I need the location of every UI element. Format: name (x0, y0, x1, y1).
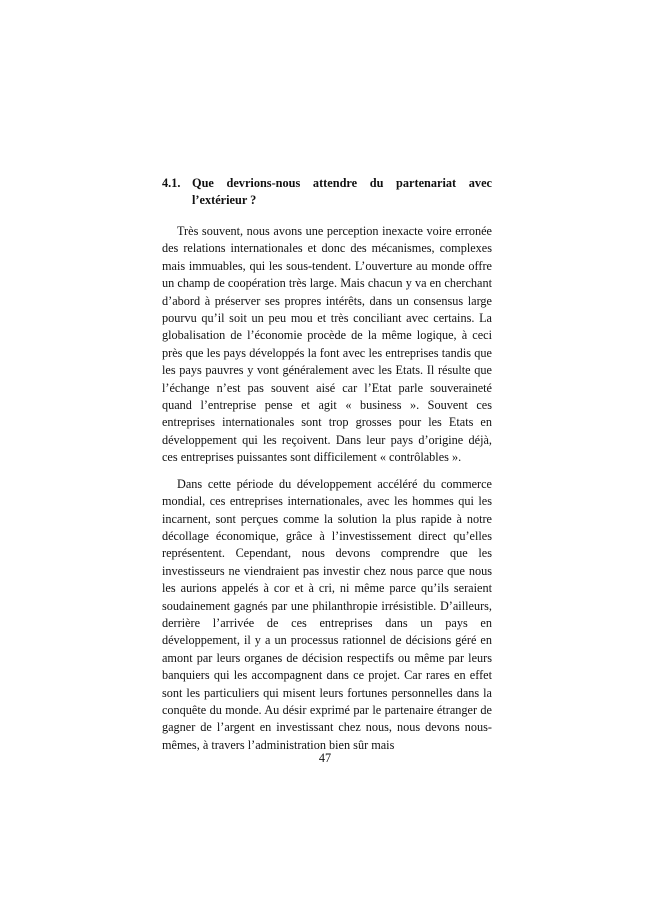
text-block (162, 175, 492, 763)
paragraph-1: Très souvent, nous avons une perception inexacte voire erronée des relations internationales et donc des mécanismes, complexes mais immuables, qui les sous-tendent. L’ouverture au monde offre un champ de coopération très large. Mais chacun y va en cherchant d’abord à préserver ses propres intérêts, dans un consensus large pourvu qu’il soit un peu mou et très conciliant avec certains. La globalisation de l’économie procède de la même logique, à ceci près que les pays développés la font avec les entreprises tandis que les pays pauvres y vont généralement avec les Etats. Il résulte que l’échange n’est pas souvent aisé car l’Etat parle souveraineté quand l’entreprise pense et agit « business ». Souvent ces entreprises internationales sont trop grosses pour les Etats en développement qui les reçoivent. Dans leur pays d’origine déjà, ces entreprises puissantes sont difficilement « contrôlables ». (162, 224, 492, 465)
section-heading (162, 175, 492, 209)
paragraph-2: Dans cette période du développement accéléré du commerce mondial, ces entreprises internationales, avec les hommes qui les incarnent, sont perçues comme la solution la plus rapide à notre décollage économique, grâce à l’investissement direct qu’elles représentent. Cependant, nous devons comprendre que les investisseurs ne viendraient pas investir chez nous parce que nous les aurions appelés à cor et à cri, ni même parce qu’ils seraient soudainement gagnés par une philanthropie irrésistible. D’ailleurs, derrière l’arrivée de ces entreprises dans un pays en développement, il y a un processus rationnel de décisions géré en amont par leurs organes de décision respectifs ou même par leurs banquiers qui les accompagnent dans ce projet. Car rares en effet sont les particuliers qui misent leurs fortunes personnelles dans la conquête du monde. Au désir exprimé par le partenaire étranger de gagner de l’argent en investissant chez nous, nous devons nous-mêmes, à travers l’administration bien sûr mais (162, 476, 492, 752)
page-number: 47 (318, 751, 332, 765)
section-number: 4.1. (162, 176, 181, 190)
section-title: Que devrions-nous attendre du partenariat avec l’extérieur ? (192, 176, 492, 207)
